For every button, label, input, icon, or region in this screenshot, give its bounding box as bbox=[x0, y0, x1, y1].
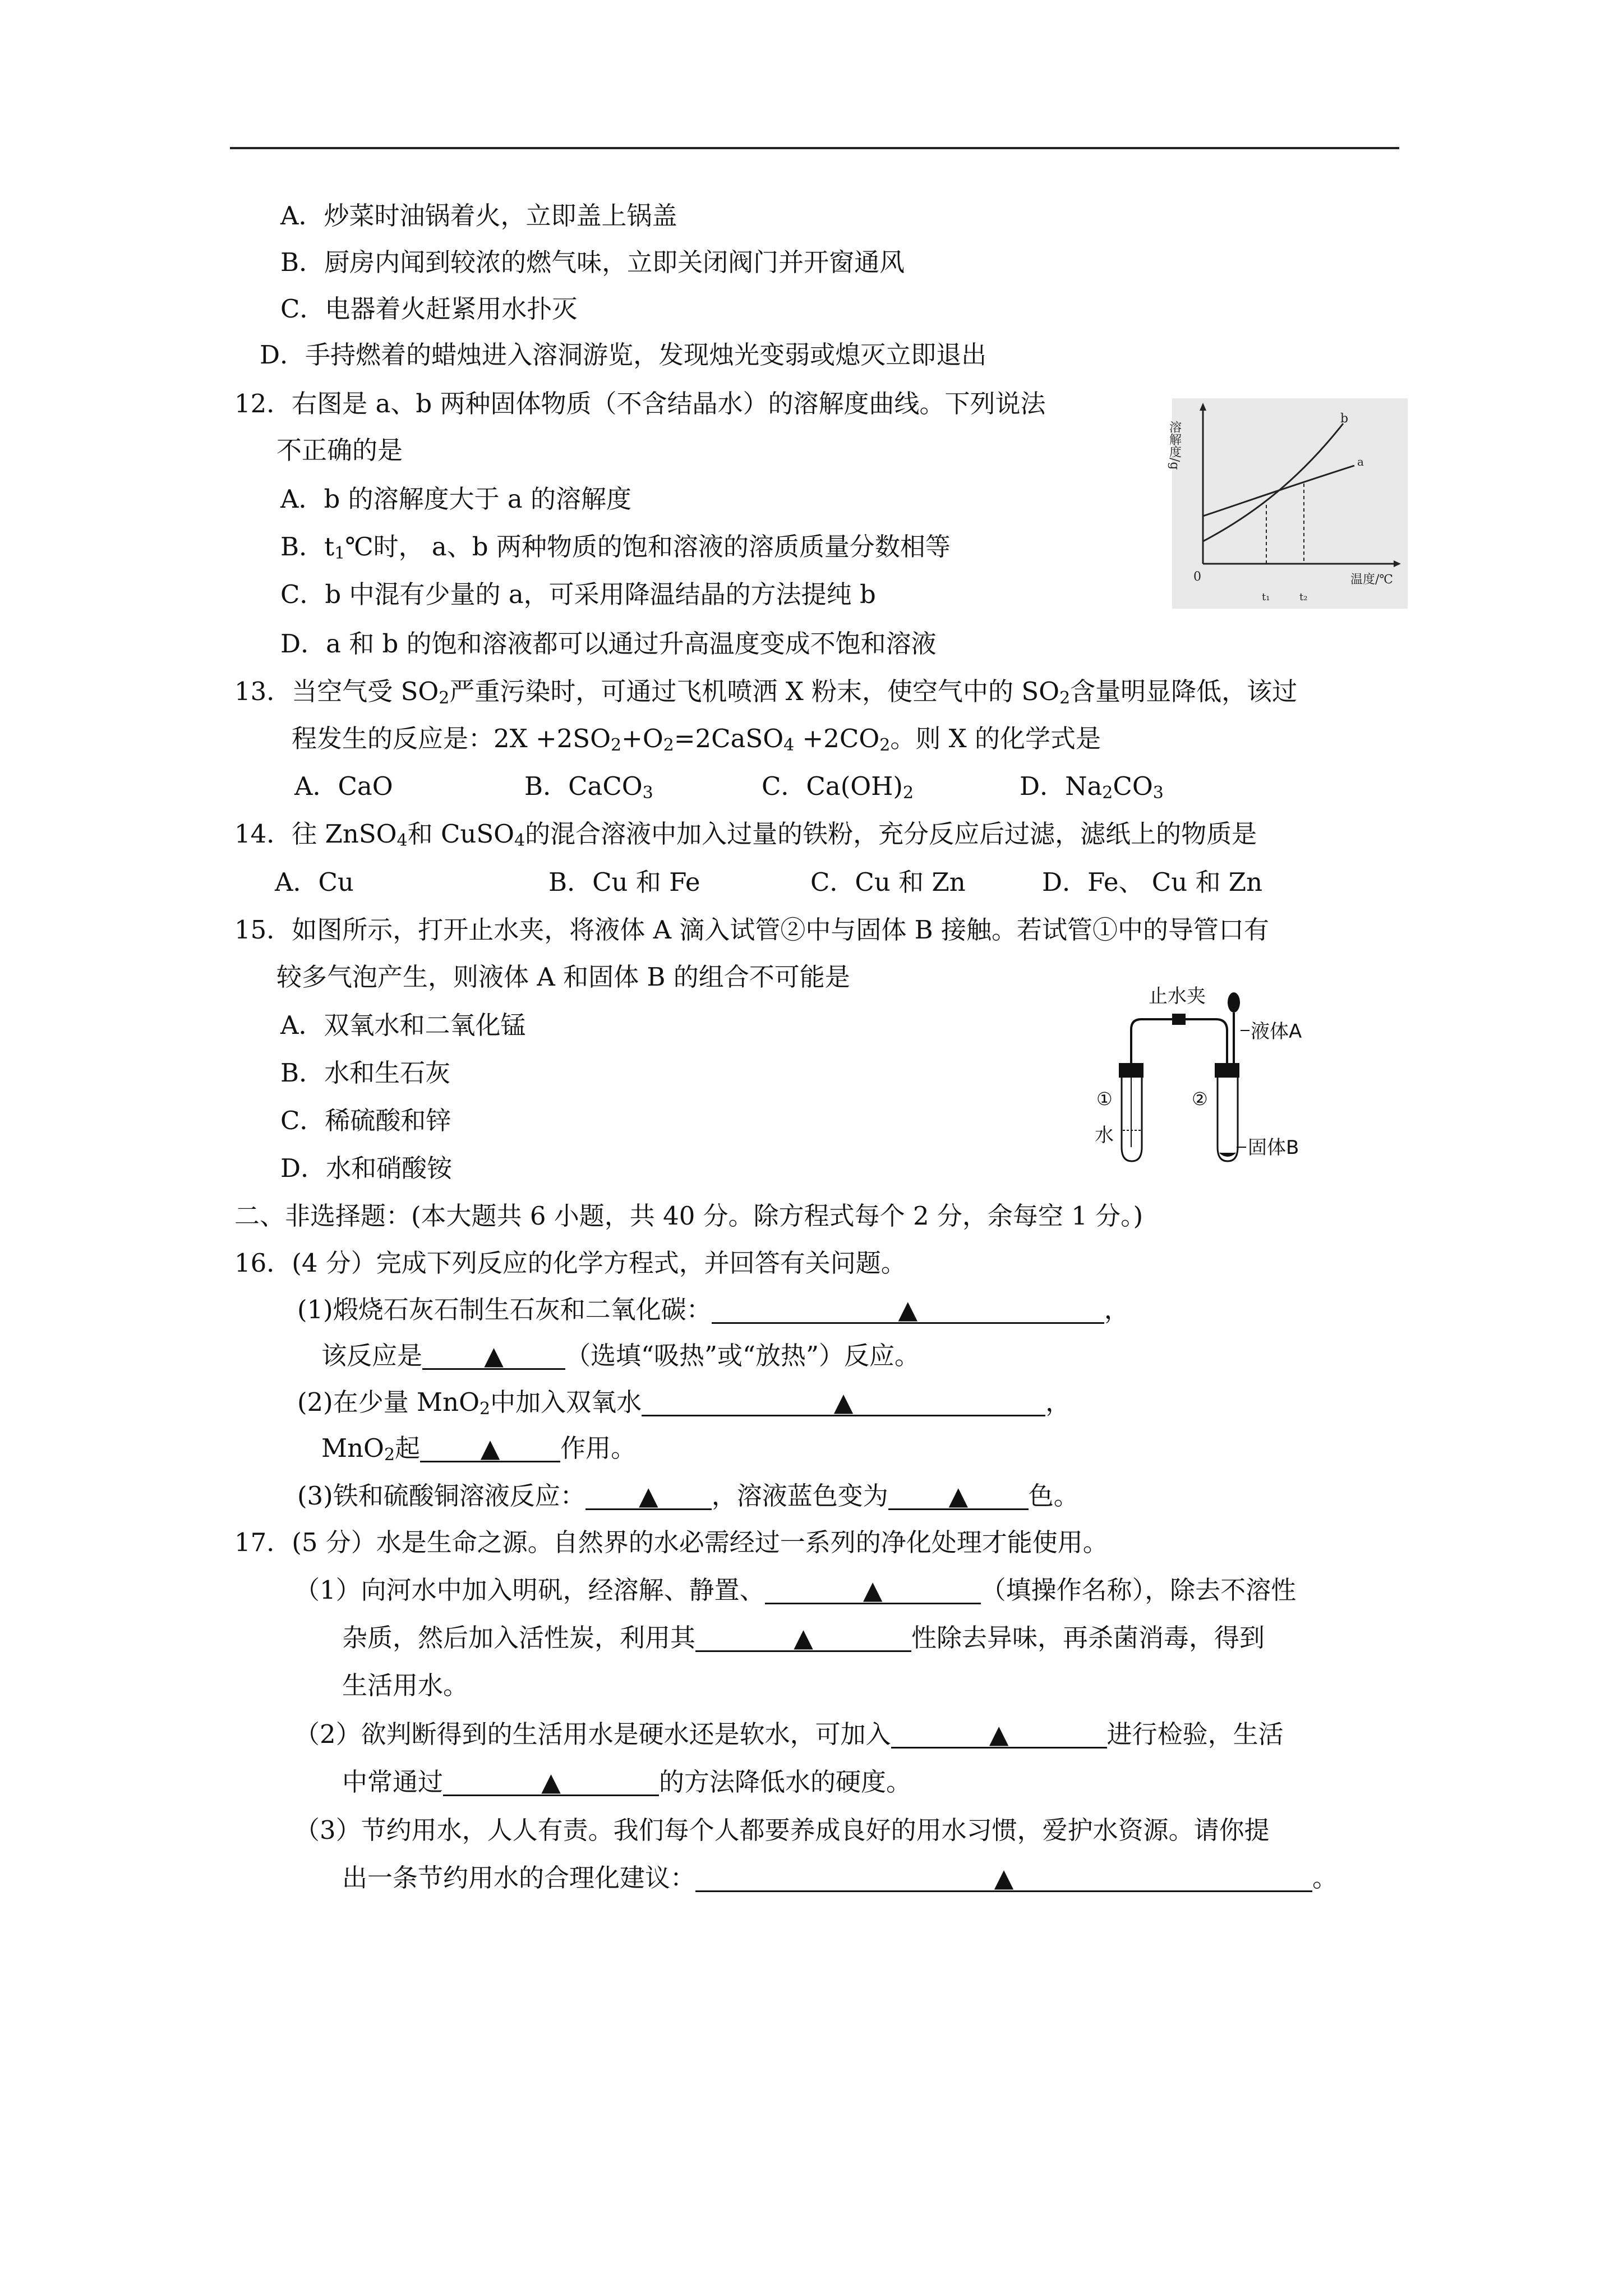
tube-1-label: ① bbox=[1096, 1088, 1113, 1110]
origin-label: 0 bbox=[1193, 570, 1201, 584]
q12-option-a: A．b 的溶解度大于 a 的溶解度 bbox=[280, 484, 632, 514]
q17-answer-blank-2[interactable]: ▲ bbox=[695, 1621, 911, 1652]
q12-option-d: D．a 和 b 的饱和溶液都可以通过升高温度变成不饱和溶液 bbox=[280, 629, 937, 659]
x-axis-label: 温度/℃ bbox=[1350, 573, 1394, 587]
q14-option-b: B．Cu 和 Fe bbox=[548, 867, 700, 897]
y-axis-label: 溶解度/g bbox=[1167, 421, 1182, 470]
q12-stem-line1: 12．右图是 a、b 两种固体物质（不含结晶水）的溶解度曲线。下列说法 bbox=[234, 389, 1046, 418]
q16-stem: 16．(4 分）完成下列反应的化学方程式，并回答有关问题。 bbox=[234, 1248, 906, 1278]
q12-stem-line2: 不正确的是 bbox=[276, 435, 403, 465]
q12-option-c: C．b 中混有少量的 a，可采用降温结晶的方法提纯 b bbox=[280, 579, 876, 609]
t1-label: t₁ bbox=[1262, 591, 1270, 603]
connecting-tube bbox=[1131, 1019, 1227, 1063]
q13-option-d: D．$Na_2CO_3$ bbox=[1020, 771, 1164, 803]
stopper-1 bbox=[1119, 1063, 1144, 1078]
solid-b-shape bbox=[1220, 1153, 1235, 1156]
q13-stem-line1: 13．当空气受 $SO_2$严重污染时，可通过飞机喷洒 X 粉末，使空气中的 $SO_2$含量明显降低，该过 bbox=[234, 677, 1298, 708]
header-rule bbox=[230, 147, 1399, 149]
q16-answer-blank-4[interactable]: ▲ bbox=[420, 1432, 560, 1462]
q16-part3: (3)铁和硫酸铜溶液反应： ▲ ，溶液蓝色变为 ▲ 色。 bbox=[297, 1479, 1079, 1513]
solubility-curve-figure bbox=[1167, 398, 1408, 609]
curve-a-label: a bbox=[1357, 455, 1364, 468]
q16-answer-blank-5[interactable]: ▲ bbox=[585, 1479, 712, 1510]
q16-part2: (2)在少量 MnO$_2$中加入双氧水 ▲ ， bbox=[297, 1386, 1071, 1426]
curve-b-label: b bbox=[1340, 412, 1349, 426]
q16-part2-line2: MnO$_2$起 ▲ 作用。 bbox=[321, 1432, 636, 1472]
clamp-icon bbox=[1172, 1014, 1186, 1025]
solid-b-label: 固体B bbox=[1248, 1137, 1299, 1159]
q17-part2-line2: 中常通过 ▲ 的方法降低水的硬度。 bbox=[342, 1765, 911, 1799]
q17-part1-line2: 杂质，然后加入活性炭，利用其 ▲ 性除去异味，再杀菌消毒，得到 bbox=[342, 1621, 1265, 1655]
q14-stem: 14．往 ZnSO$_4$和 CuSO$_4$的混合溶液中加入过量的铁粉，充分反应后过滤，滤纸上的物质是 bbox=[234, 819, 1257, 850]
q14-option-a: A．Cu bbox=[275, 867, 354, 897]
liquid-a-label: 液体A bbox=[1251, 1020, 1302, 1043]
q12-option-b: B．$t_1℃$时， a、b 两种物质的饱和溶液的溶质质量分数相等 bbox=[280, 532, 951, 563]
q11-option-d: D．手持燃着的蜡烛进入溶洞游览，发现烛光变弱或熄灭立即退出 bbox=[260, 340, 987, 370]
q14-option-d: D．Fe、 Cu 和 Zn bbox=[1042, 867, 1263, 897]
q13-stem-line2: 程发生的反应是：$2X +2SO_2+O_2=2CaSO_4 +2CO_2$。则 X 的化学式是 bbox=[292, 724, 1101, 755]
q16-answer-blank-1[interactable]: ▲ bbox=[712, 1293, 1104, 1324]
dropper-bulb bbox=[1228, 992, 1240, 1013]
water-label: 水 bbox=[1095, 1124, 1114, 1147]
q15-option-d: D．水和硝酸铵 bbox=[280, 1153, 453, 1183]
q13-option-c: C．$Ca(OH)_2$ bbox=[762, 771, 914, 803]
q17-answer-blank-4[interactable]: ▲ bbox=[443, 1765, 659, 1796]
q17-part1-line3: 生活用水。 bbox=[342, 1671, 469, 1700]
q14-option-c: C．Cu 和 Zn bbox=[810, 867, 966, 897]
section-2-heading: 二、非选择题：(本大题共 6 小题，共 40 分。除方程式每个 2 分，余每空 1 分。) bbox=[234, 1201, 1144, 1231]
q15-stem-line1: 15．如图所示，打开止水夹，将液体 A 滴入试管②中与固体 B 接触。若试管①中的导管口有 bbox=[234, 915, 1270, 945]
q16-answer-blank-2[interactable]: ▲ bbox=[422, 1339, 565, 1370]
q17-part3: （3）节约用水，人人有责。我们每个人都要养成良好的用水习惯，爱护水资源。请你提 bbox=[294, 1815, 1270, 1845]
q17-stem: 17．(5 分）水是生命之源。自然界的水必需经过一系列的净化处理才能使用。 bbox=[234, 1527, 1108, 1557]
q15-option-b: B．水和生石灰 bbox=[280, 1058, 451, 1088]
q15-option-c: C．稀硫酸和锌 bbox=[280, 1106, 451, 1135]
q16-part1: (1)煅烧石灰石制生石灰和二氧化碳： ▲ ， bbox=[297, 1293, 1129, 1327]
q16-answer-blank-6[interactable]: ▲ bbox=[888, 1479, 1029, 1510]
clamp-label: 止水夹 bbox=[1149, 985, 1206, 1007]
q17-answer-blank-1[interactable]: ▲ bbox=[765, 1573, 981, 1604]
q17-answer-blank-3[interactable]: ▲ bbox=[891, 1718, 1107, 1749]
q15-option-a: A．双氧水和二氧化锰 bbox=[280, 1010, 526, 1040]
q15-stem-line2: 较多气泡产生，则液体 A 和固体 B 的组合不可能是 bbox=[276, 962, 850, 992]
q13-option-a: A．CaO bbox=[294, 771, 393, 801]
q17-part3-line2: 出一条节约用水的合理化建议： ▲ 。 bbox=[342, 1861, 1338, 1895]
stopper-2 bbox=[1215, 1063, 1239, 1078]
t2-label: t₂ bbox=[1299, 591, 1308, 603]
q17-part1: （1）向河水中加入明矾，经溶解、静置、 ▲ （填操作名称），除去不溶性 bbox=[294, 1573, 1296, 1607]
q11-option-b: B．厨房内闻到较浓的燃气味，立即关闭阀门并开窗通风 bbox=[280, 247, 905, 277]
q16-part1-line2: 该反应是 ▲ （选填“吸热”或“放热”）反应。 bbox=[321, 1339, 920, 1373]
tube-2-label: ② bbox=[1192, 1088, 1208, 1110]
q13-option-b: B．CaCO$_3$ bbox=[524, 771, 653, 803]
q11-option-c: C．电器着火赶紧用水扑灭 bbox=[280, 294, 578, 324]
q16-answer-blank-3[interactable]: ▲ bbox=[642, 1386, 1045, 1416]
apparatus-figure bbox=[1066, 979, 1335, 1172]
test-tube-2 bbox=[1218, 1078, 1238, 1161]
q17-part2: （2）欲判断得到的生活用水是硬水还是软水，可加入 ▲ 进行检验，生活 bbox=[294, 1718, 1284, 1751]
q11-option-a: A．炒菜时油锅着火，立即盖上锅盖 bbox=[280, 201, 677, 231]
q17-answer-blank-5[interactable]: ▲ bbox=[695, 1861, 1312, 1892]
